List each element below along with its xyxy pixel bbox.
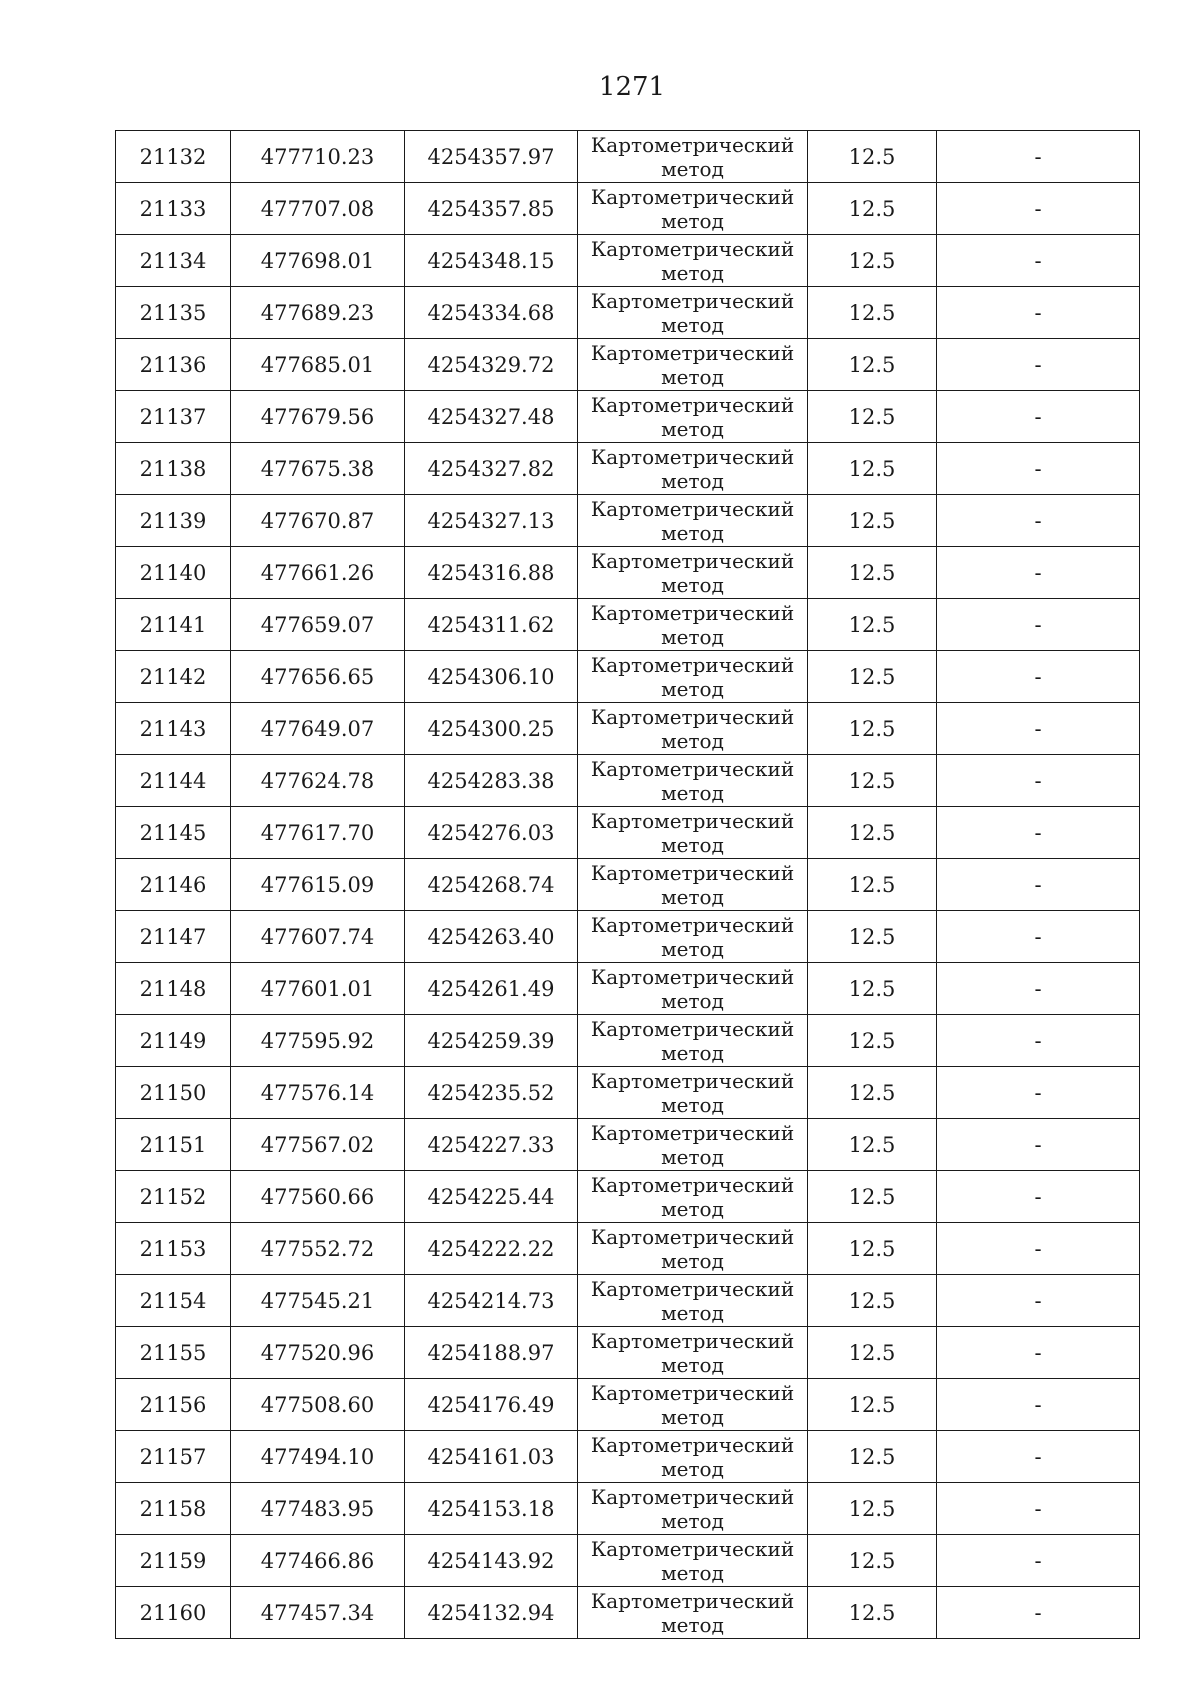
- note-cell: -: [937, 755, 1140, 807]
- y-coordinate-cell: 4254132.94: [405, 1587, 578, 1639]
- point-number-cell: 21144: [116, 755, 231, 807]
- note-cell: -: [937, 911, 1140, 963]
- method-line1: Картометрический: [590, 808, 795, 833]
- method-line2: метод: [661, 1040, 724, 1065]
- accuracy-cell: 12.5: [808, 235, 937, 287]
- accuracy-cell: 12.5: [808, 1015, 937, 1067]
- method-line2: метод: [661, 208, 724, 233]
- method-line1: Картометрический: [590, 184, 795, 209]
- accuracy-cell: 12.5: [808, 1119, 937, 1171]
- y-coordinate-cell: 4254300.25: [405, 703, 578, 755]
- method-line2: метод: [661, 572, 724, 597]
- point-number-cell: 21146: [116, 859, 231, 911]
- method-line1: Картометрический: [590, 444, 795, 469]
- y-coordinate-cell: 4254188.97: [405, 1327, 578, 1379]
- accuracy-cell: 12.5: [808, 1431, 937, 1483]
- point-number-cell: 21148: [116, 963, 231, 1015]
- method-line1: Картометрический: [590, 860, 795, 885]
- accuracy-cell: 12.5: [808, 703, 937, 755]
- y-coordinate-cell: 4254283.38: [405, 755, 578, 807]
- y-coordinate-cell: 4254357.97: [405, 131, 578, 183]
- method-cell: [578, 1483, 808, 1535]
- method-line2: метод: [661, 364, 724, 389]
- x-coordinate-cell: 477545.21: [231, 1275, 405, 1327]
- x-coordinate-cell: 477494.10: [231, 1431, 405, 1483]
- x-coordinate-cell: 477707.08: [231, 183, 405, 235]
- method-cell: [578, 495, 808, 547]
- x-coordinate-cell: 477685.01: [231, 339, 405, 391]
- table-row: [116, 1431, 1140, 1483]
- method-line2: метод: [661, 1092, 724, 1117]
- y-coordinate-cell: 4254222.22: [405, 1223, 578, 1275]
- page-number: 1271: [598, 72, 666, 102]
- x-coordinate-cell: 477576.14: [231, 1067, 405, 1119]
- method-cell: [578, 287, 808, 339]
- accuracy-cell: 12.5: [808, 443, 937, 495]
- method-line1: Картометрический: [590, 548, 795, 573]
- point-number-cell: 21155: [116, 1327, 231, 1379]
- table-row: [116, 1119, 1140, 1171]
- method-line2: метод: [661, 1508, 724, 1533]
- method-line1: Картометрический: [590, 964, 795, 989]
- accuracy-cell: 12.5: [808, 495, 937, 547]
- table-row: [116, 1067, 1140, 1119]
- point-number-cell: 21154: [116, 1275, 231, 1327]
- method-line2: метод: [661, 624, 724, 649]
- method-line1: Картометрический: [590, 652, 795, 677]
- method-line1: Картометрический: [590, 1120, 795, 1145]
- method-line1: Картометрический: [590, 912, 795, 937]
- x-coordinate-cell: 477675.38: [231, 443, 405, 495]
- y-coordinate-cell: 4254161.03: [405, 1431, 578, 1483]
- method-line1: Картометрический: [590, 236, 795, 261]
- point-number-cell: 21141: [116, 599, 231, 651]
- method-line2: метод: [661, 1144, 724, 1169]
- point-number-cell: 21133: [116, 183, 231, 235]
- y-coordinate-cell: 4254176.49: [405, 1379, 578, 1431]
- note-cell: -: [937, 1587, 1140, 1639]
- table-row: [116, 1015, 1140, 1067]
- method-line1: Картометрический: [590, 1224, 795, 1249]
- point-number-cell: 21156: [116, 1379, 231, 1431]
- table-row: [116, 443, 1140, 495]
- point-number-cell: 21138: [116, 443, 231, 495]
- note-cell: -: [937, 963, 1140, 1015]
- x-coordinate-cell: 477661.26: [231, 547, 405, 599]
- point-number-cell: 21159: [116, 1535, 231, 1587]
- note-cell: -: [937, 859, 1140, 911]
- method-cell: [578, 1171, 808, 1223]
- x-coordinate-cell: 477552.72: [231, 1223, 405, 1275]
- point-number-cell: 21145: [116, 807, 231, 859]
- method-line2: метод: [661, 1300, 724, 1325]
- table-row: [116, 1171, 1140, 1223]
- y-coordinate-cell: 4254306.10: [405, 651, 578, 703]
- method-line1: Картометрический: [590, 756, 795, 781]
- table-row: [116, 963, 1140, 1015]
- method-line1: Картометрический: [590, 392, 795, 417]
- table-row: [116, 495, 1140, 547]
- method-cell: [578, 651, 808, 703]
- x-coordinate-cell: 477710.23: [231, 131, 405, 183]
- method-cell: [578, 1223, 808, 1275]
- note-cell: -: [937, 1327, 1140, 1379]
- method-line2: метод: [661, 1352, 724, 1377]
- point-number-cell: 21140: [116, 547, 231, 599]
- method-cell: [578, 1015, 808, 1067]
- accuracy-cell: 12.5: [808, 183, 937, 235]
- accuracy-cell: 12.5: [808, 339, 937, 391]
- y-coordinate-cell: 4254268.74: [405, 859, 578, 911]
- point-number-cell: 21139: [116, 495, 231, 547]
- table-row: [116, 911, 1140, 963]
- note-cell: -: [937, 703, 1140, 755]
- x-coordinate-cell: 477601.01: [231, 963, 405, 1015]
- method-line1: Картометрический: [590, 600, 795, 625]
- y-coordinate-cell: 4254334.68: [405, 287, 578, 339]
- method-line1: Картометрический: [590, 704, 795, 729]
- accuracy-cell: 12.5: [808, 1535, 937, 1587]
- accuracy-cell: 12.5: [808, 1067, 937, 1119]
- method-cell: [578, 1067, 808, 1119]
- x-coordinate-cell: 477567.02: [231, 1119, 405, 1171]
- method-line2: метод: [661, 988, 724, 1013]
- table-row: [116, 1223, 1140, 1275]
- x-coordinate-cell: 477520.96: [231, 1327, 405, 1379]
- x-coordinate-cell: 477624.78: [231, 755, 405, 807]
- method-line2: метод: [661, 832, 724, 857]
- note-cell: -: [937, 1535, 1140, 1587]
- point-number-cell: 21152: [116, 1171, 231, 1223]
- table-row: [116, 1535, 1140, 1587]
- accuracy-cell: 12.5: [808, 1275, 937, 1327]
- accuracy-cell: 12.5: [808, 1327, 937, 1379]
- accuracy-cell: 12.5: [808, 547, 937, 599]
- table-row: [116, 391, 1140, 443]
- method-cell: [578, 599, 808, 651]
- note-cell: -: [937, 1119, 1140, 1171]
- note-cell: -: [937, 1015, 1140, 1067]
- method-line1: Картометрический: [590, 496, 795, 521]
- x-coordinate-cell: 477595.92: [231, 1015, 405, 1067]
- method-cell: [578, 547, 808, 599]
- x-coordinate-cell: 477617.70: [231, 807, 405, 859]
- method-line2: метод: [661, 520, 724, 545]
- y-coordinate-cell: 4254311.62: [405, 599, 578, 651]
- method-line1: Картометрический: [590, 1484, 795, 1509]
- method-line2: метод: [661, 1248, 724, 1273]
- note-cell: -: [937, 1379, 1140, 1431]
- x-coordinate-cell: 477615.09: [231, 859, 405, 911]
- table-row: [116, 755, 1140, 807]
- note-cell: -: [937, 807, 1140, 859]
- table-row: [116, 131, 1140, 183]
- table-row: [116, 339, 1140, 391]
- x-coordinate-cell: 477649.07: [231, 703, 405, 755]
- method-line2: метод: [661, 312, 724, 337]
- point-number-cell: 21143: [116, 703, 231, 755]
- note-cell: -: [937, 391, 1140, 443]
- y-coordinate-cell: 4254316.88: [405, 547, 578, 599]
- point-number-cell: 21136: [116, 339, 231, 391]
- y-coordinate-cell: 4254153.18: [405, 1483, 578, 1535]
- method-line2: метод: [661, 1612, 724, 1637]
- table-row: [116, 1275, 1140, 1327]
- point-number-cell: 21149: [116, 1015, 231, 1067]
- point-number-cell: 21135: [116, 287, 231, 339]
- method-cell: [578, 391, 808, 443]
- x-coordinate-cell: 477508.60: [231, 1379, 405, 1431]
- y-coordinate-cell: 4254227.33: [405, 1119, 578, 1171]
- note-cell: -: [937, 235, 1140, 287]
- table-row: [116, 183, 1140, 235]
- y-coordinate-cell: 4254329.72: [405, 339, 578, 391]
- accuracy-cell: 12.5: [808, 131, 937, 183]
- y-coordinate-cell: 4254327.82: [405, 443, 578, 495]
- method-cell: [578, 1587, 808, 1639]
- method-line1: Картометрический: [590, 1016, 795, 1041]
- y-coordinate-cell: 4254348.15: [405, 235, 578, 287]
- method-cell: [578, 963, 808, 1015]
- point-number-cell: 21134: [116, 235, 231, 287]
- method-line2: метод: [661, 260, 724, 285]
- point-number-cell: 21132: [116, 131, 231, 183]
- table-row: [116, 599, 1140, 651]
- method-cell: [578, 339, 808, 391]
- y-coordinate-cell: 4254263.40: [405, 911, 578, 963]
- y-coordinate-cell: 4254276.03: [405, 807, 578, 859]
- coordinates-table: [115, 130, 1140, 1639]
- point-number-cell: 21150: [116, 1067, 231, 1119]
- note-cell: -: [937, 1483, 1140, 1535]
- x-coordinate-cell: 477659.07: [231, 599, 405, 651]
- accuracy-cell: 12.5: [808, 391, 937, 443]
- point-number-cell: 21147: [116, 911, 231, 963]
- accuracy-cell: 12.5: [808, 963, 937, 1015]
- note-cell: -: [937, 495, 1140, 547]
- method-cell: [578, 911, 808, 963]
- accuracy-cell: 12.5: [808, 651, 937, 703]
- note-cell: -: [937, 443, 1140, 495]
- y-coordinate-cell: 4254235.52: [405, 1067, 578, 1119]
- method-line1: Картометрический: [590, 1328, 795, 1353]
- x-coordinate-cell: 477466.86: [231, 1535, 405, 1587]
- method-line1: Картометрический: [590, 1432, 795, 1457]
- method-cell: [578, 807, 808, 859]
- table-row: [116, 235, 1140, 287]
- x-coordinate-cell: 477689.23: [231, 287, 405, 339]
- method-cell: [578, 1275, 808, 1327]
- accuracy-cell: 12.5: [808, 1587, 937, 1639]
- accuracy-cell: 12.5: [808, 599, 937, 651]
- x-coordinate-cell: 477670.87: [231, 495, 405, 547]
- method-cell: [578, 235, 808, 287]
- method-line2: метод: [661, 728, 724, 753]
- method-line1: Картометрический: [590, 1172, 795, 1197]
- note-cell: -: [937, 1067, 1140, 1119]
- accuracy-cell: 12.5: [808, 1223, 937, 1275]
- method-cell: [578, 703, 808, 755]
- point-number-cell: 21157: [116, 1431, 231, 1483]
- note-cell: -: [937, 599, 1140, 651]
- method-line1: Картометрический: [590, 1380, 795, 1405]
- table-row: [116, 287, 1140, 339]
- method-cell: [578, 131, 808, 183]
- y-coordinate-cell: 4254225.44: [405, 1171, 578, 1223]
- table-row: [116, 547, 1140, 599]
- method-line1: Картометрический: [590, 288, 795, 313]
- method-line2: метод: [661, 936, 724, 961]
- method-line2: метод: [661, 676, 724, 701]
- accuracy-cell: 12.5: [808, 1483, 937, 1535]
- method-cell: [578, 443, 808, 495]
- method-cell: [578, 859, 808, 911]
- table-row: [116, 1483, 1140, 1535]
- table-row: [116, 807, 1140, 859]
- method-cell: [578, 755, 808, 807]
- method-line1: Картометрический: [590, 1276, 795, 1301]
- method-cell: [578, 1327, 808, 1379]
- y-coordinate-cell: 4254357.85: [405, 183, 578, 235]
- table-body: [116, 131, 1140, 1639]
- table-row: [116, 1327, 1140, 1379]
- method-line2: метод: [661, 1196, 724, 1221]
- method-line2: метод: [661, 468, 724, 493]
- method-cell: [578, 1379, 808, 1431]
- method-line2: метод: [661, 1404, 724, 1429]
- accuracy-cell: 12.5: [808, 1379, 937, 1431]
- point-number-cell: 21153: [116, 1223, 231, 1275]
- method-cell: [578, 1119, 808, 1171]
- note-cell: -: [937, 1431, 1140, 1483]
- x-coordinate-cell: 477457.34: [231, 1587, 405, 1639]
- accuracy-cell: 12.5: [808, 859, 937, 911]
- note-cell: -: [937, 1223, 1140, 1275]
- note-cell: -: [937, 131, 1140, 183]
- y-coordinate-cell: 4254261.49: [405, 963, 578, 1015]
- note-cell: -: [937, 1171, 1140, 1223]
- method-line2: метод: [661, 416, 724, 441]
- method-line2: метод: [661, 780, 724, 805]
- point-number-cell: 21160: [116, 1587, 231, 1639]
- note-cell: -: [937, 287, 1140, 339]
- table-row: [116, 703, 1140, 755]
- method-line1: Картометрический: [590, 132, 795, 157]
- note-cell: -: [937, 547, 1140, 599]
- point-number-cell: 21142: [116, 651, 231, 703]
- y-coordinate-cell: 4254214.73: [405, 1275, 578, 1327]
- method-line2: метод: [661, 884, 724, 909]
- point-number-cell: 21151: [116, 1119, 231, 1171]
- point-number-cell: 21158: [116, 1483, 231, 1535]
- table-row: [116, 1587, 1140, 1639]
- y-coordinate-cell: 4254143.92: [405, 1535, 578, 1587]
- table-row: [116, 1379, 1140, 1431]
- method-line2: метод: [661, 1456, 724, 1481]
- x-coordinate-cell: 477698.01: [231, 235, 405, 287]
- table-row: [116, 859, 1140, 911]
- y-coordinate-cell: 4254327.13: [405, 495, 578, 547]
- note-cell: -: [937, 339, 1140, 391]
- y-coordinate-cell: 4254259.39: [405, 1015, 578, 1067]
- x-coordinate-cell: 477679.56: [231, 391, 405, 443]
- method-line1: Картометрический: [590, 1536, 795, 1561]
- accuracy-cell: 12.5: [808, 287, 937, 339]
- note-cell: -: [937, 651, 1140, 703]
- accuracy-cell: 12.5: [808, 911, 937, 963]
- method-line2: метод: [661, 156, 724, 181]
- x-coordinate-cell: 477656.65: [231, 651, 405, 703]
- point-number-cell: 21137: [116, 391, 231, 443]
- x-coordinate-cell: 477560.66: [231, 1171, 405, 1223]
- accuracy-cell: 12.5: [808, 807, 937, 859]
- x-coordinate-cell: 477607.74: [231, 911, 405, 963]
- accuracy-cell: 12.5: [808, 755, 937, 807]
- table-row: [116, 651, 1140, 703]
- method-line1: Картометрический: [590, 1588, 795, 1613]
- method-line2: метод: [661, 1560, 724, 1585]
- note-cell: -: [937, 1275, 1140, 1327]
- method-cell: [578, 183, 808, 235]
- method-cell: [578, 1535, 808, 1587]
- accuracy-cell: 12.5: [808, 1171, 937, 1223]
- note-cell: -: [937, 183, 1140, 235]
- x-coordinate-cell: 477483.95: [231, 1483, 405, 1535]
- method-cell: [578, 1431, 808, 1483]
- method-line1: Картометрический: [590, 1068, 795, 1093]
- method-line1: Картометрический: [590, 340, 795, 365]
- y-coordinate-cell: 4254327.48: [405, 391, 578, 443]
